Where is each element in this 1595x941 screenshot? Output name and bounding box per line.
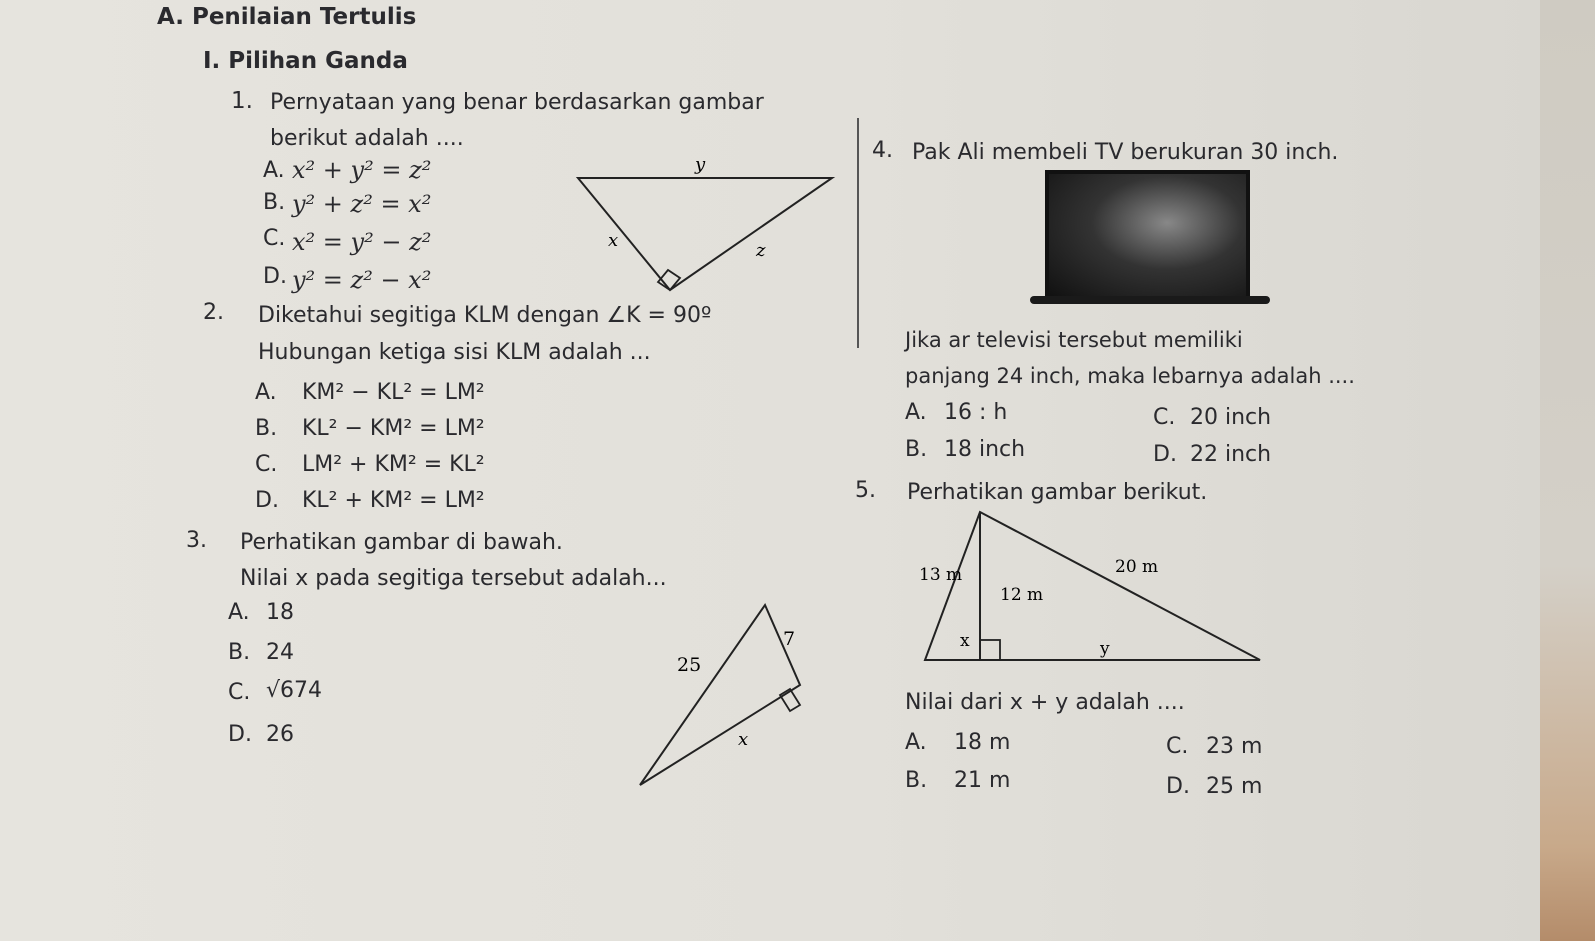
q4-number: 4. — [872, 138, 893, 163]
q3-option-c-text[interactable]: √674 — [266, 678, 323, 703]
q5-option-a-text[interactable]: 18 m — [954, 730, 1011, 755]
q3-triangle — [640, 605, 800, 785]
q1-option-d-text[interactable]: y² = z² − x² — [292, 266, 432, 294]
q3-text-line1: Perhatikan gambar di bawah. — [240, 530, 563, 555]
q1-option-b-text[interactable]: y² + z² = x² — [292, 190, 432, 218]
q4-option-a-text[interactable]: 16 : h — [944, 400, 1008, 425]
subsection-title: I. Pilihan Ganda — [203, 48, 408, 74]
q1-text-line1: Pernyataan yang benar berdasarkan gambar — [270, 90, 764, 115]
q2-option-c-letter[interactable]: C. — [255, 452, 278, 477]
q2-text-line2: Hubungan ketiga sisi KLM adalah ... — [258, 340, 651, 365]
q2-option-b-text[interactable]: KL² − KM² = LM² — [302, 416, 485, 441]
tv-stand — [1030, 296, 1270, 304]
tv-image — [1045, 170, 1250, 300]
q5-option-c-text[interactable]: 23 m — [1206, 734, 1263, 759]
q3-option-b-text[interactable]: 24 — [266, 640, 294, 665]
q1-number: 1. — [231, 88, 253, 114]
q5-option-a-letter[interactable]: A. — [905, 730, 927, 755]
q3-number: 3. — [186, 528, 207, 553]
q5-option-d-letter[interactable]: D. — [1166, 774, 1190, 799]
q5-right-angle-mark — [980, 640, 1000, 660]
q1-option-a-text[interactable]: x² + y² = z² — [292, 156, 432, 184]
q3-label-7: 7 — [783, 628, 796, 650]
q2-number: 2. — [203, 300, 224, 325]
q2-option-d-letter[interactable]: D. — [255, 488, 279, 513]
q3-option-b-letter[interactable]: B. — [228, 640, 251, 665]
q5-option-b-text[interactable]: 21 m — [954, 768, 1011, 793]
q4-option-c-letter[interactable]: C. — [1153, 405, 1176, 430]
section-title: A. Penilaian Tertulis — [157, 4, 417, 30]
q1-option-c-text[interactable]: x² = y² − z² — [292, 228, 432, 256]
q2-option-b-letter[interactable]: B. — [255, 416, 278, 441]
q5-label-12m: 12 m — [1000, 585, 1044, 605]
q1-option-b-letter[interactable]: B. — [263, 190, 286, 215]
q3-option-a-text[interactable]: 18 — [266, 600, 294, 625]
q5-option-b-letter[interactable]: B. — [905, 768, 928, 793]
q4-option-b-text[interactable]: 18 inch — [944, 437, 1026, 462]
q4-text-line2: Jika ar televisi tersebut memiliki — [905, 328, 1243, 352]
q5-text-line1: Perhatikan gambar berikut. — [907, 480, 1208, 505]
q5-label-13m: 13 m — [919, 565, 963, 585]
q4-option-c-text[interactable]: 20 inch — [1190, 405, 1272, 430]
q3-text-line2: Nilai x pada segitiga tersebut adalah... — [240, 566, 667, 591]
q1-label-x: x — [608, 230, 619, 251]
q3-option-a-letter[interactable]: A. — [228, 600, 250, 625]
q2-option-c-text[interactable]: LM² + KM² = KL² — [302, 452, 485, 477]
q5-option-d-text[interactable]: 25 m — [1206, 774, 1263, 799]
q4-option-b-letter[interactable]: B. — [905, 437, 928, 462]
q2-text-line1: Diketahui segitiga KLM dengan ∠K = 90º — [258, 303, 712, 328]
q3-label-x: x — [738, 729, 749, 750]
q3-option-d-text[interactable]: 26 — [266, 722, 294, 747]
q3-option-d-letter[interactable]: D. — [228, 722, 252, 747]
q1-label-z: z — [756, 240, 766, 261]
q1-option-a-letter[interactable]: A. — [263, 158, 285, 183]
q1-label-y: y — [695, 154, 706, 175]
q4-option-d-letter[interactable]: D. — [1153, 442, 1177, 467]
q2-option-a-letter[interactable]: A. — [255, 380, 277, 405]
q5-label-y: y — [1100, 639, 1110, 659]
q1-text-line2: berikut adalah .... — [270, 126, 464, 151]
q5-triangle — [925, 512, 1260, 660]
q3-label-25: 25 — [677, 654, 702, 676]
q5-number: 5. — [855, 478, 876, 503]
column-divider — [857, 118, 859, 348]
q4-text-line3: panjang 24 inch, maka lebarnya adalah .... — [905, 364, 1355, 388]
q5-triangle-figure — [905, 500, 1265, 670]
q5-option-c-letter[interactable]: C. — [1166, 734, 1189, 759]
q5-label-20m: 20 m — [1115, 557, 1159, 577]
background-edge — [1540, 0, 1595, 941]
q1-option-c-letter[interactable]: C. — [263, 226, 286, 251]
q2-option-a-text[interactable]: KM² − KL² = LM² — [302, 380, 485, 405]
q1-triangle-figure — [570, 150, 850, 300]
q2-option-d-text[interactable]: KL² + KM² = LM² — [302, 488, 485, 513]
q5-label-x: x — [960, 631, 970, 651]
q5-text-line2: Nilai dari x + y adalah .... — [905, 690, 1185, 715]
q1-option-d-letter[interactable]: D. — [263, 264, 287, 289]
q4-text-line1: Pak Ali membeli TV berukuran 30 inch. — [912, 140, 1339, 165]
q3-option-c-letter[interactable]: C. — [228, 680, 251, 705]
q3-triangle-figure — [630, 595, 830, 795]
q4-option-d-text[interactable]: 22 inch — [1190, 442, 1272, 467]
q4-option-a-letter[interactable]: A. — [905, 400, 927, 425]
